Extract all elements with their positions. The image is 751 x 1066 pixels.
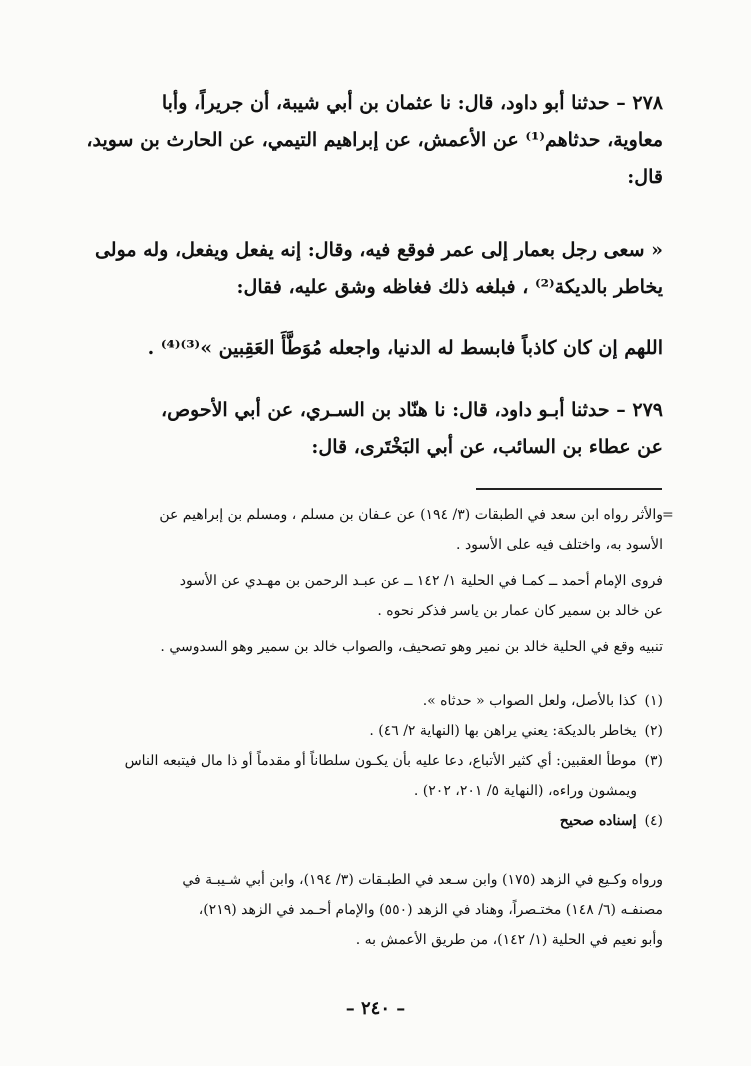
footnotes-numbered bbox=[78, 686, 663, 836]
hadith-278-isnad bbox=[71, 85, 663, 196]
footnote-line: والأثر رواه ابن سعد في الطبقات (٣/ ١٩٤) عن عـفان بن مسلم ، ومسلم بن إبراهيم عن bbox=[159, 507, 663, 523]
footnote-number: (٤) bbox=[644, 813, 663, 829]
text-line: ٢٧٩ – حدثنا أبـو داود، قال: نا هنّاد بن السـري، عن أبي الأحوص، bbox=[160, 399, 663, 421]
footnote-1 bbox=[78, 686, 663, 716]
hadith-278-matn bbox=[71, 232, 663, 306]
footnote-4 bbox=[78, 806, 663, 836]
footnote-line: الأسود به، واختلف فيه على الأسود . bbox=[456, 537, 663, 553]
footnote-text: ويمشون وراءه، (النهاية ٥/ ٢٠١، ٢٠٢) . bbox=[413, 783, 637, 799]
footnote-number: (١) bbox=[644, 693, 663, 709]
footnote-text: موطأ العقبين: أي كثير الأتباع، دعا عليه بأن يكـون سلطاناً أو مقدماً أو ذا مال فيتبعه الناس bbox=[124, 753, 637, 769]
text-line: اللهم إن كان كاذباً فابسط له الدنيا، واجعله مُوَطَّأَ العَقِبين »⁽³⁾⁽⁴⁾ . bbox=[147, 337, 663, 359]
text-line: عن عطاء بن السائب، عن أبي البَخْتَرى، قال: bbox=[311, 436, 663, 458]
footnotes-continued bbox=[78, 500, 663, 662]
continuation-mark: = bbox=[662, 507, 674, 523]
footnote-number: (٢) bbox=[644, 723, 663, 739]
footnote-line: عن خالد بن سمير كان عمار بن ياسر فذكر نحوه . bbox=[377, 603, 663, 619]
footnote-4-detail bbox=[78, 865, 663, 955]
hadith-278-dua bbox=[71, 330, 663, 367]
footnote-2 bbox=[78, 716, 663, 746]
footnote-line: ورواه وكـيع في الزهد (١٧٥) وابن سـعد في الطبـقات (٣/ ١٩٤)، وابن أبي شـيبـة في bbox=[182, 872, 663, 888]
footnote-line: تنبيه وقع في الحلية خالد بن نمير وهو تصحيف، والصواب خالد بن سمير وهو السدوسي . bbox=[160, 639, 663, 655]
footnote-3 bbox=[78, 746, 663, 776]
footnote-text: يخاطر بالديكة: يعني يراهن بها (النهاية ٢/ ٤٦) . bbox=[369, 723, 637, 739]
footnote-number: (٣) bbox=[644, 753, 663, 769]
footnote-line: مصنفـه (٦/ ١٤٨) مختـصراً، وهناد في الزهد (٥٥٠) والإمام أحـمد في الزهد (٢١٩)، bbox=[198, 902, 663, 918]
footnote-text: كذا بالأصل، ولعل الصواب « حدثاه ». bbox=[422, 693, 637, 709]
text-line: يخاطر بالديكة⁽²⁾ ، فبلغه ذلك فغاظه وشق عليه، فقال: bbox=[236, 276, 663, 298]
hadith-279 bbox=[71, 392, 663, 466]
text-line: « سعى رجل بعمار إلى عمر فوقع فيه، وقال: إنه يفعل ويفعل، وله مولى bbox=[94, 239, 663, 261]
page-number: – ٢٤٠ – bbox=[345, 998, 406, 1019]
text-line: معاوية، حدثاهم⁽¹⁾ عن الأعمش، عن إبراهيم التيمي، عن الحارث بن سويد، bbox=[86, 129, 663, 151]
text-line: قال: bbox=[627, 166, 663, 188]
text-line: ٢٧٨ – حدثنا أبو داود، قال: نا عثمان بن أبي شيبة، أن جريراً، وأبا bbox=[161, 92, 663, 114]
footnote-divider bbox=[476, 488, 662, 490]
footnote-line: فروى الإمام أحمد ــ كمـا في الحلية ١/ ١٤٢ ــ عن عبـد الرحمن بن مهـدي عن الأسود bbox=[179, 573, 663, 589]
footnote-line: وأبو نعيم في الحلية (١/ ١٤٢)، من طريق الأعمش به . bbox=[355, 932, 663, 948]
footnote-3-cont bbox=[78, 776, 663, 806]
footnote-text: إسناده صحيح bbox=[559, 813, 637, 829]
